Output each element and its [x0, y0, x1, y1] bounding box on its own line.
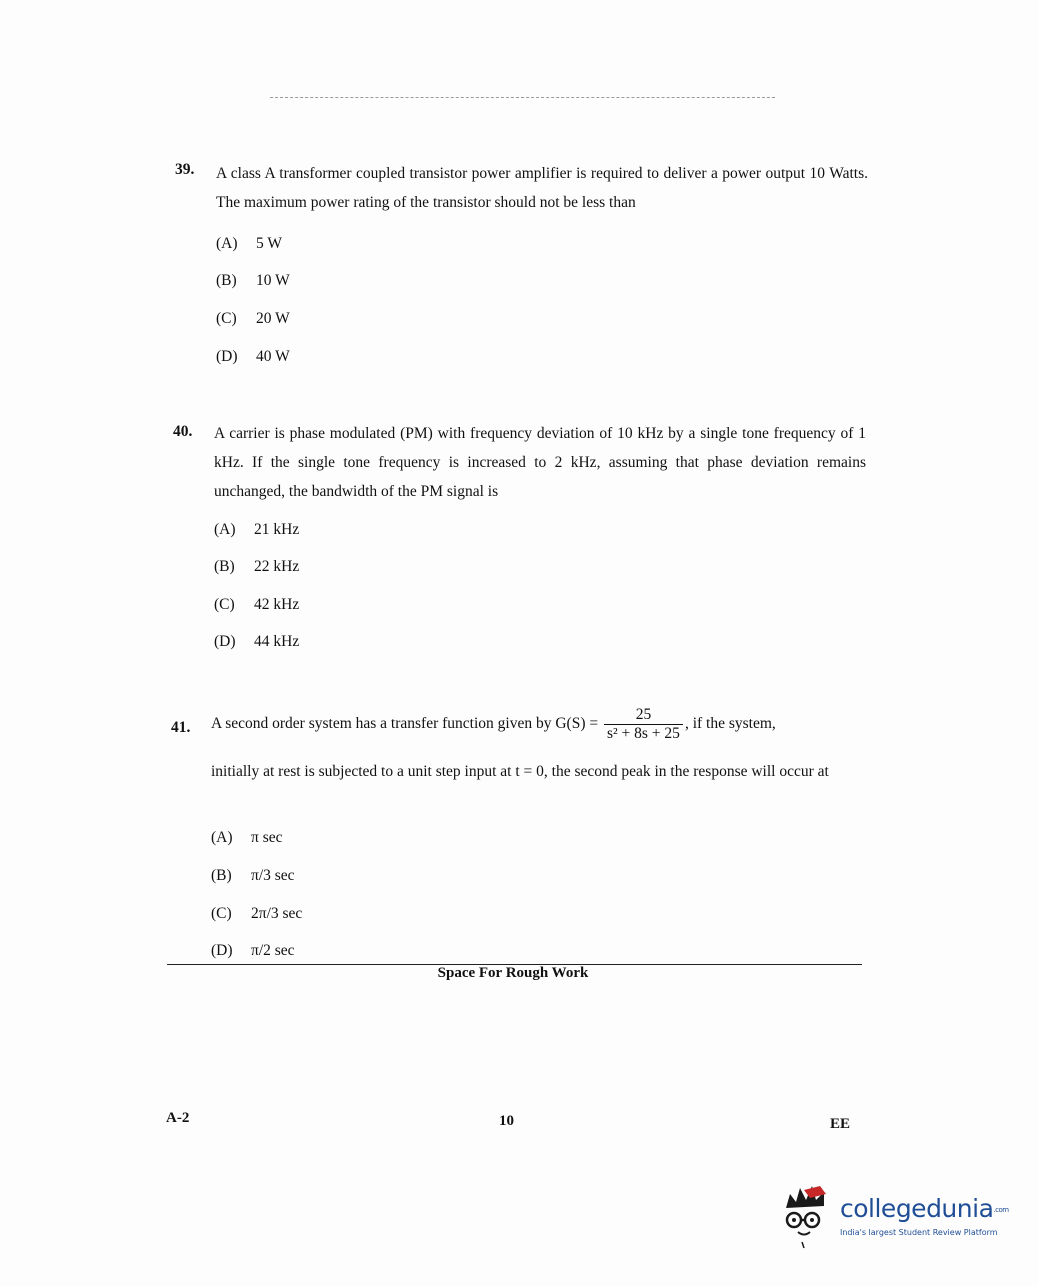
- option-label: (A): [214, 521, 236, 538]
- logo-wordmark: collegedunia.com: [840, 1194, 1009, 1223]
- rough-work-heading: Space For Rough Work: [437, 965, 589, 981]
- option-label: (D): [211, 942, 233, 959]
- question-text: A class A transformer coupled transistor power amplifier is required to deliver a power output 10 Watts. The maximum power rating of the transistor should not be less than: [216, 165, 868, 211]
- option-d: [211, 936, 295, 965]
- option-d: [214, 627, 299, 656]
- option-label: (D): [216, 348, 238, 365]
- footer-subject: EE: [830, 1116, 851, 1132]
- option-a: [214, 515, 299, 544]
- question-text: A carrier is phase modulated (PM) with frequency deviation of 10 kHz by a single tone frequency of 1 kHz. If the single tone frequency is increased to 2 kHz, assuming that phase deviation remains unchanged, the bandwidth of the PM signal is: [214, 425, 866, 500]
- option-value: 10 W: [256, 272, 290, 289]
- collegedunia-logo: [780, 1180, 1010, 1250]
- transfer-function-fraction: [604, 706, 683, 743]
- fraction-numerator: 25: [604, 706, 683, 725]
- option-value: 22 kHz: [254, 558, 300, 575]
- question-text-line2: initially at rest is subjected to a unit step input at t = 0, the second peak in the response will occur at: [211, 763, 829, 780]
- option-value: 21 kHz: [254, 521, 300, 538]
- option-label: (B): [211, 867, 232, 884]
- option-label: (A): [216, 235, 238, 252]
- question-text-after: , if the system,: [684, 715, 776, 733]
- question-number: 39.: [175, 161, 195, 178]
- question-number: 40.: [173, 423, 193, 440]
- option-c: [216, 304, 290, 333]
- question-text-before: A second order system has a transfer function given by G(S) =: [211, 715, 599, 733]
- option-value: 40 W: [256, 348, 290, 365]
- option-value: 42 kHz: [254, 596, 300, 613]
- option-c: [214, 590, 299, 619]
- mascot-icon: [780, 1180, 842, 1250]
- option-label: (B): [216, 272, 237, 289]
- option-label: (B): [214, 558, 235, 575]
- option-value: π sec: [251, 829, 283, 846]
- option-a: [216, 229, 282, 258]
- option-d: [216, 342, 290, 371]
- option-value: π/3 sec: [251, 867, 295, 884]
- option-value: 2π/3 sec: [251, 905, 303, 922]
- option-value: 5 W: [256, 235, 282, 252]
- option-label: (C): [216, 310, 237, 327]
- fraction-denominator: s² + 8s + 25: [606, 725, 680, 742]
- question-number: 41.: [171, 719, 191, 736]
- option-b: [211, 861, 295, 890]
- option-b: [216, 266, 290, 295]
- option-b: [214, 552, 299, 581]
- option-label: (D): [214, 633, 236, 650]
- option-c: [211, 899, 302, 928]
- option-label: (C): [214, 596, 235, 613]
- logo-tagline: India's largest Student Review Platform: [840, 1228, 998, 1237]
- page-number: 10: [499, 1113, 514, 1129]
- option-label: (C): [211, 905, 232, 922]
- option-label: (A): [211, 829, 233, 846]
- option-value: 20 W: [256, 310, 290, 327]
- footer-code: A-2: [166, 1110, 190, 1126]
- option-value: 44 kHz: [254, 633, 300, 650]
- question-text-line1: [211, 706, 871, 743]
- option-a: [211, 823, 283, 852]
- top-divider: [270, 97, 775, 98]
- option-value: π/2 sec: [251, 942, 295, 959]
